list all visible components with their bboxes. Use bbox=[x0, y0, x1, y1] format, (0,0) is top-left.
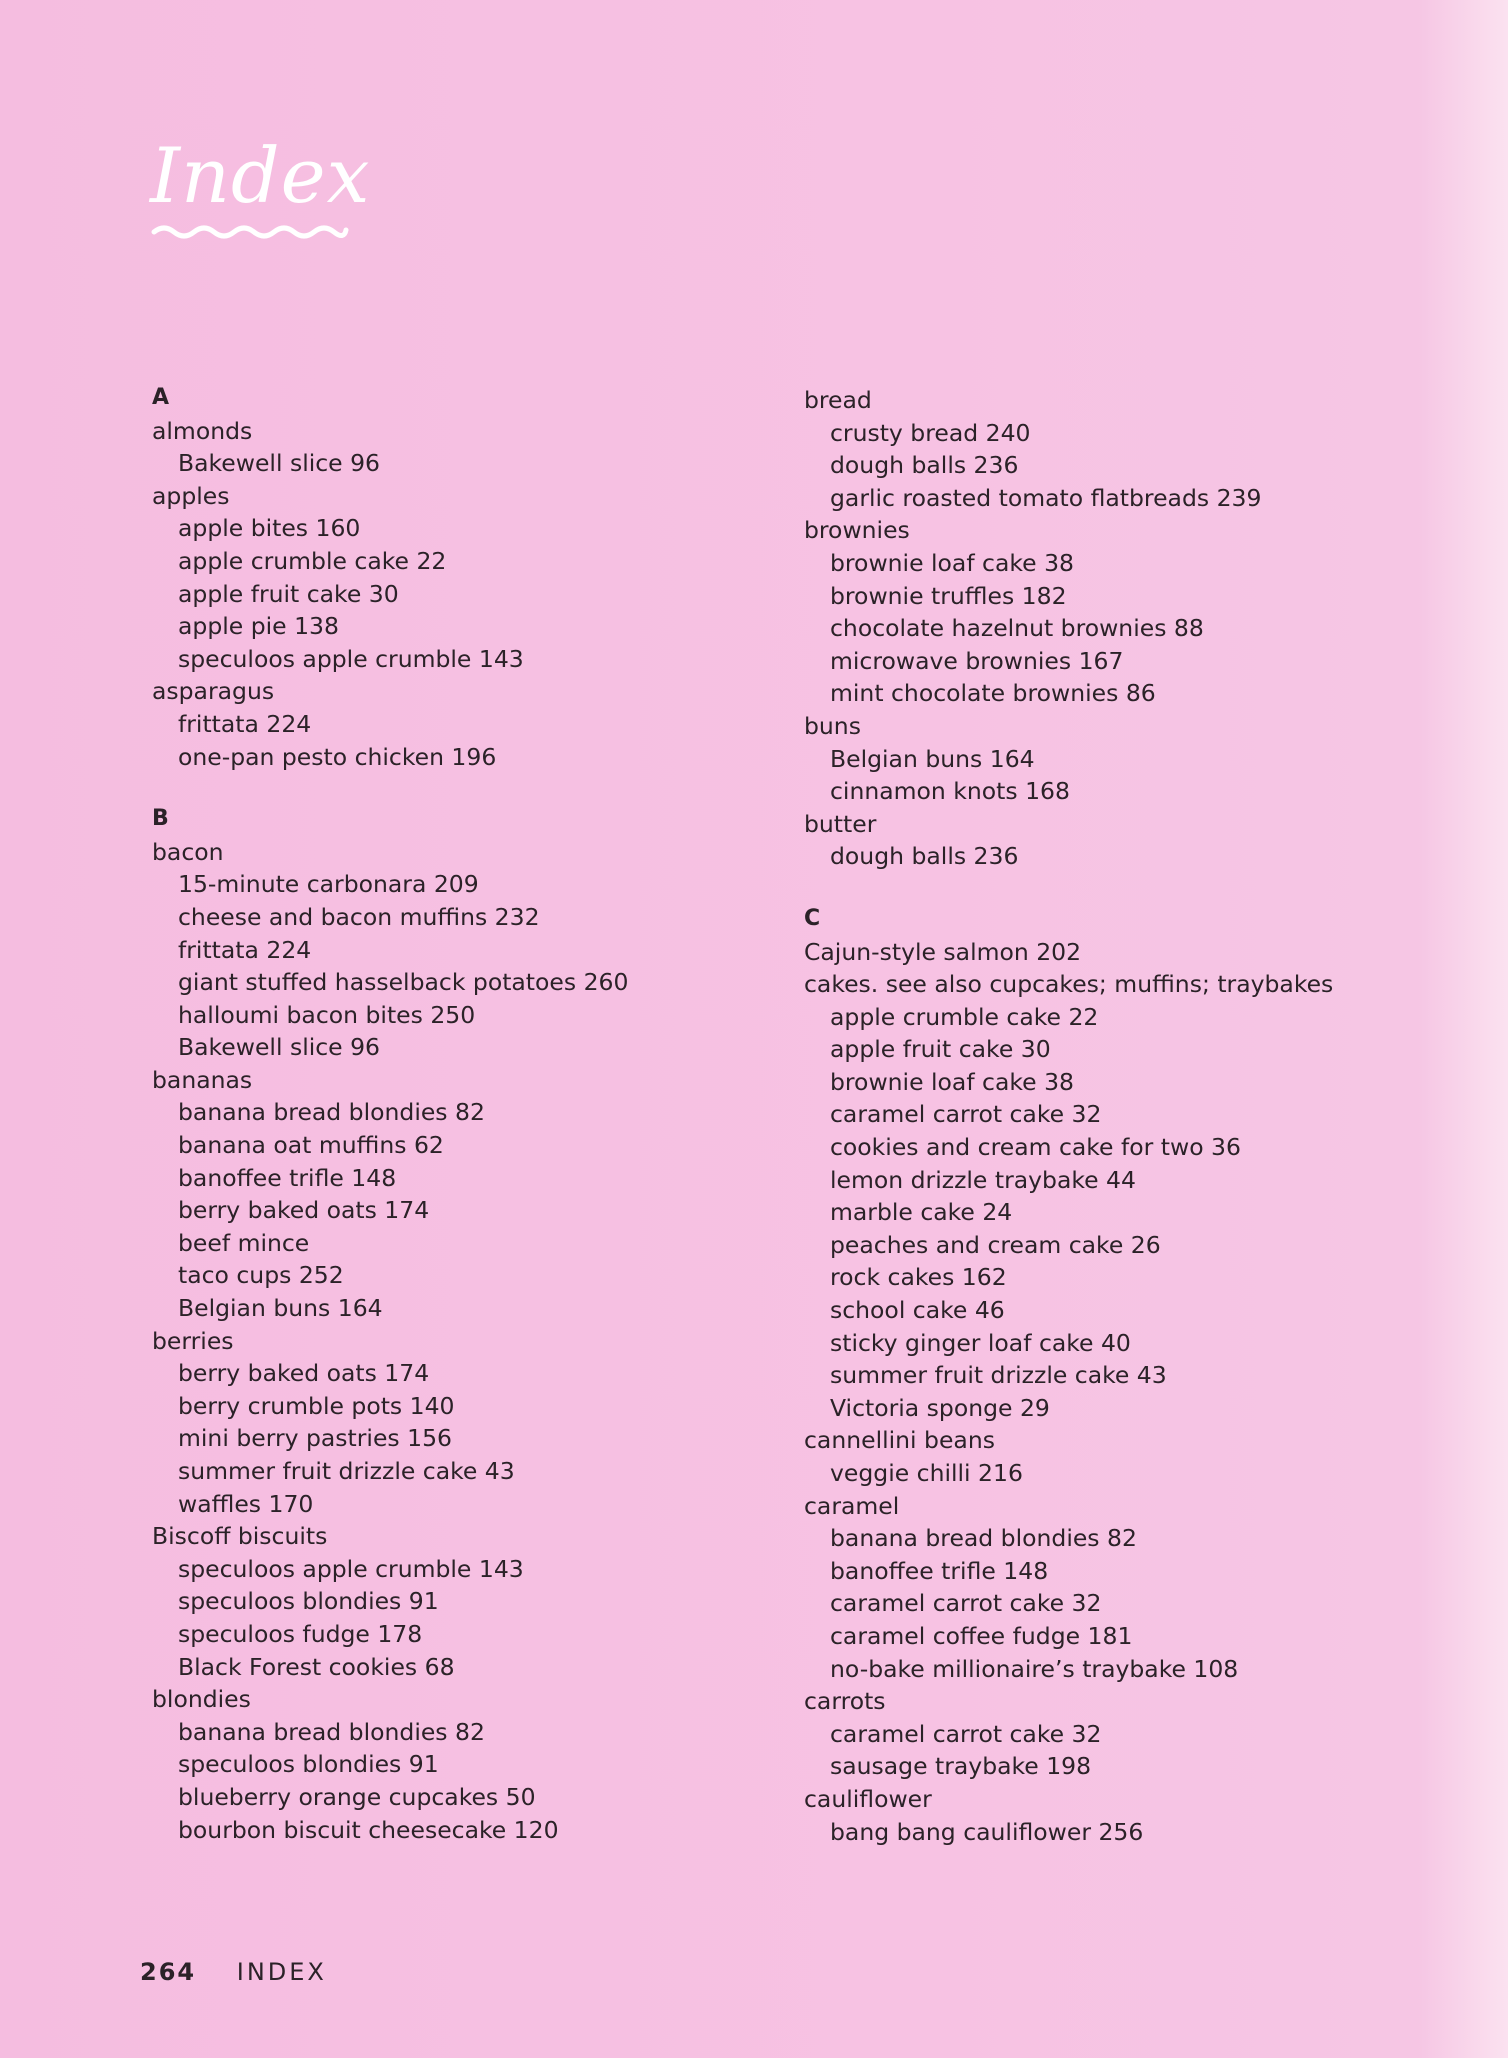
index-subentry: mini berry pastries 156 bbox=[178, 1424, 452, 1453]
index-subentry: caramel carrot cake 32 bbox=[830, 1589, 1102, 1618]
index-subentry: caramel coffee fudge 181 bbox=[830, 1621, 1133, 1650]
index-subentry: caramel carrot cake 32 bbox=[830, 1100, 1102, 1129]
index-subentry: banana oat muffins 62 bbox=[178, 1131, 444, 1160]
index-subentry: berry crumble pots 140 bbox=[178, 1391, 455, 1420]
index-subentry: banana bread blondies 82 bbox=[178, 1717, 485, 1746]
index-entry: buns bbox=[804, 711, 861, 740]
index-subentry: sticky ginger loaf cake 40 bbox=[830, 1328, 1131, 1357]
index-subentry: dough balls 236 bbox=[830, 842, 1019, 871]
index-subentry: banana bread blondies 82 bbox=[830, 1524, 1137, 1553]
index-subentry: berry baked oats 174 bbox=[178, 1196, 430, 1225]
index-subentry: crusty bread 240 bbox=[830, 418, 1031, 447]
index-subentry: cheese and bacon muffins 232 bbox=[178, 902, 540, 931]
index-subentry: summer fruit drizzle cake 43 bbox=[830, 1361, 1167, 1390]
section-spacer bbox=[804, 873, 1444, 903]
index-subentry: lemon drizzle traybake 44 bbox=[830, 1165, 1136, 1194]
index-subentry: speculoos fudge 178 bbox=[178, 1619, 423, 1648]
index-subentry: 15-minute carbonara 209 bbox=[178, 870, 479, 899]
index-subentry: apple fruit cake 30 bbox=[178, 579, 399, 608]
index-subentry: banoffee trifle 148 bbox=[178, 1163, 397, 1192]
index-subentry: one-pan pesto chicken 196 bbox=[178, 742, 497, 771]
wave-underline-icon bbox=[150, 222, 350, 242]
index-subentry: apple crumble cake 22 bbox=[178, 546, 447, 575]
index-subentry: marble cake 24 bbox=[830, 1198, 1013, 1227]
index-entry: bananas bbox=[152, 1065, 253, 1094]
index-subentry: taco cups 252 bbox=[178, 1261, 344, 1290]
index-subentry: apple crumble cake 22 bbox=[830, 1002, 1099, 1031]
index-subentry: brownie loaf cake 38 bbox=[830, 548, 1074, 577]
index-entry: berries bbox=[152, 1326, 234, 1355]
index-subentry: no-bake millionaire’s traybake 108 bbox=[830, 1654, 1239, 1683]
index-subentry: apple bites 160 bbox=[178, 514, 361, 543]
index-entry: caramel bbox=[804, 1491, 900, 1520]
index-entry: butter bbox=[804, 809, 877, 838]
index-subentry: chocolate hazelnut brownies 88 bbox=[830, 614, 1204, 643]
index-entry: brownies bbox=[804, 516, 910, 545]
page-footer bbox=[140, 1958, 327, 1986]
index-subentry: mint chocolate brownies 86 bbox=[830, 679, 1156, 708]
page-title: Index bbox=[150, 131, 371, 220]
index-subentry: halloumi bacon bites 250 bbox=[178, 1000, 476, 1029]
index-subentry: sausage traybake 198 bbox=[830, 1752, 1092, 1781]
index-entry: Biscoff biscuits bbox=[152, 1522, 328, 1551]
index-subentry: banoffee trifle 148 bbox=[830, 1556, 1049, 1585]
index-subentry: beef mince bbox=[178, 1228, 310, 1257]
section-spacer bbox=[152, 773, 792, 803]
index-subentry: apple pie 138 bbox=[178, 612, 339, 641]
index-subentry: caramel carrot cake 32 bbox=[830, 1719, 1102, 1748]
index-column-right bbox=[804, 384, 1444, 1848]
index-subentry: cookies and cream cake for two 36 bbox=[830, 1133, 1241, 1162]
index-subentry: speculoos apple crumble 143 bbox=[178, 644, 524, 673]
section-letter: B bbox=[152, 806, 169, 832]
index-entry: asparagus bbox=[152, 677, 275, 706]
index-subentry: school cake 46 bbox=[830, 1296, 1005, 1325]
index-column-left bbox=[152, 382, 792, 1846]
title-block bbox=[150, 131, 410, 242]
index-subentry: berry baked oats 174 bbox=[178, 1359, 430, 1388]
page-number: 264 bbox=[140, 1958, 197, 1986]
index-entry: carrots bbox=[804, 1687, 886, 1716]
index-entry: cakes. see also cupcakes; muffins; traybakes bbox=[804, 970, 1334, 999]
index-subentry: Victoria sponge 29 bbox=[830, 1393, 1050, 1422]
index-subentry: bourbon biscuit cheesecake 120 bbox=[178, 1815, 559, 1844]
index-subentry: brownie truffles 182 bbox=[830, 581, 1067, 610]
index-subentry: frittata 224 bbox=[178, 709, 312, 738]
index-subentry: microwave brownies 167 bbox=[830, 646, 1124, 675]
index-entry: apples bbox=[152, 481, 230, 510]
index-subentry: apple fruit cake 30 bbox=[830, 1035, 1051, 1064]
index-subentry: giant stuffed hasselback potatoes 260 bbox=[178, 968, 629, 997]
index-subentry: speculoos apple crumble 143 bbox=[178, 1554, 524, 1583]
index-subentry: dough balls 236 bbox=[830, 451, 1019, 480]
index-subentry: peaches and cream cake 26 bbox=[830, 1230, 1161, 1259]
index-subentry: speculoos blondies 91 bbox=[178, 1587, 439, 1616]
index-subentry: frittata 224 bbox=[178, 935, 312, 964]
index-subentry: Bakewell slice 96 bbox=[178, 1033, 381, 1062]
index-subentry: veggie chilli 216 bbox=[830, 1459, 1023, 1487]
index-subentry: blueberry orange cupcakes 50 bbox=[178, 1782, 536, 1811]
index-entry: Cajun-style salmon 202 bbox=[804, 937, 1082, 966]
index-entry: blondies bbox=[152, 1685, 251, 1714]
index-entry: cauliflower bbox=[804, 1784, 932, 1813]
index-entry: bread bbox=[804, 386, 872, 414]
index-entry: bacon bbox=[152, 837, 224, 866]
index-entry: almonds bbox=[152, 416, 253, 445]
index-subentry: Belgian buns 164 bbox=[178, 1294, 383, 1323]
index-subentry: garlic roasted tomato flatbreads 239 bbox=[830, 483, 1262, 512]
index-subentry: Belgian buns 164 bbox=[830, 744, 1035, 773]
index-subentry: cinnamon knots 168 bbox=[830, 777, 1070, 806]
index-entry: cannellini beans bbox=[804, 1426, 995, 1455]
index-subentry: waffles 170 bbox=[178, 1489, 314, 1518]
index-subentry: rock cakes 162 bbox=[830, 1263, 1007, 1292]
section-label: INDEX bbox=[236, 1958, 327, 1986]
index-subentry: Black Forest cookies 68 bbox=[178, 1652, 455, 1681]
index-subentry: banana bread blondies 82 bbox=[178, 1098, 485, 1127]
section-letter: C bbox=[804, 905, 821, 931]
index-subentry: summer fruit drizzle cake 43 bbox=[178, 1457, 515, 1485]
index-subentry: speculoos blondies 91 bbox=[178, 1750, 439, 1779]
index-subentry: bang bang cauliflower 256 bbox=[830, 1817, 1144, 1846]
index-subentry: Bakewell slice 96 bbox=[178, 449, 381, 478]
section-letter: A bbox=[152, 385, 170, 410]
index-subentry: brownie loaf cake 38 bbox=[830, 1067, 1074, 1096]
